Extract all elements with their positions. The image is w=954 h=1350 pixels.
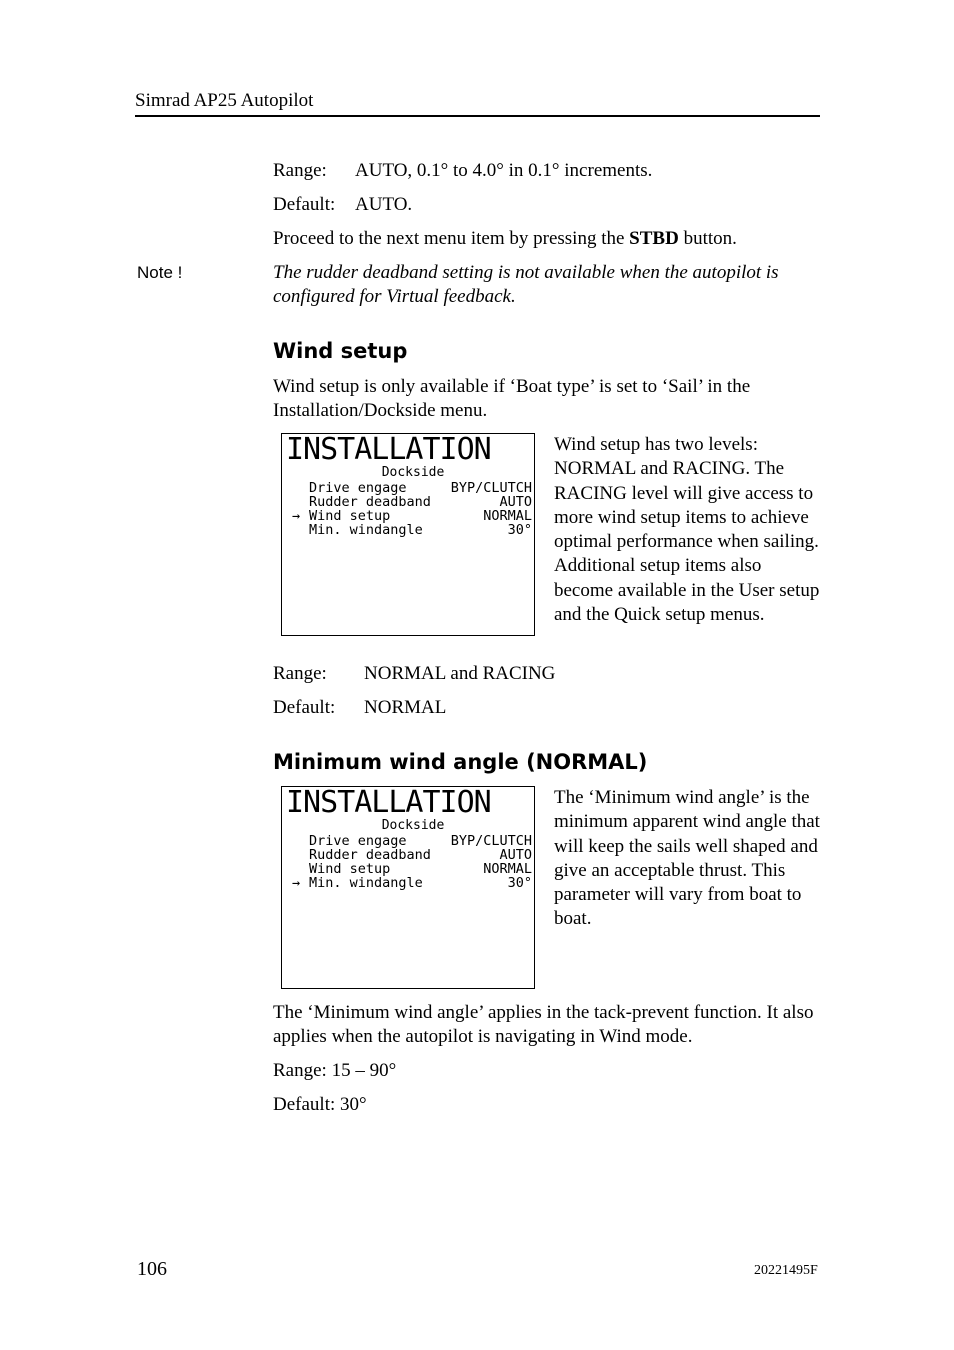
document-code: 20221495F (754, 1263, 818, 1278)
lcd-arrow: → (292, 875, 301, 891)
rudder-default-line (273, 193, 823, 217)
running-header: Simrad AP25 Autopilot (135, 90, 314, 111)
lcd-row (292, 509, 532, 523)
min-wind-angle-range: Range: 15 – 90° (273, 1060, 397, 1081)
lcd-row-value: 30° (507, 875, 532, 891)
lcd-row (292, 495, 532, 509)
lcd-row (292, 848, 532, 862)
lcd-row-label: Wind setup (309, 508, 391, 524)
lcd-arrow: → (292, 508, 301, 524)
lcd-row (292, 862, 532, 876)
lcd-row (292, 876, 532, 890)
wind-setup-side-text: Wind setup has two levels: NORMAL and RACING. The RACING level will give access to more wind setup items to achieve optimal performance when sailing. Additional setup items also become available in the User setup and the Quick setup menus. (554, 434, 820, 626)
min-wind-angle-side-text: The ‘Minimum wind angle’ is the minimum apparent wind angle that will keep the sails well shaped and give an acceptable thrust. This parameter will vary from boat to boat. (554, 787, 820, 930)
lcd-subtitle: Dockside (381, 465, 445, 480)
lcd-row-value: BYP/CLUTCH (450, 833, 532, 849)
lcd-row-label: Drive engage (309, 480, 407, 496)
lcd-row-label: Min. windangle (309, 875, 423, 891)
lcd-screen-min-windangle (281, 786, 535, 989)
rudder-default-value: AUTO. (355, 194, 413, 215)
lcd-row (292, 834, 532, 848)
lcd-row (292, 523, 532, 537)
wind-default-label: Default: (273, 697, 336, 718)
lcd-subtitle: Dockside (381, 818, 445, 833)
rudder-range-value: AUTO, 0.1° to 4.0° in 0.1° increments. (355, 160, 653, 181)
lcd-row-label: Min. windangle (309, 522, 423, 538)
lcd-screen-wind-setup (281, 433, 535, 636)
wind-range-line (273, 662, 823, 686)
note-text: The rudder deadband setting is not available when the autopilot is configured for Virtual feedback. (273, 262, 779, 307)
lcd-row-label: Drive engage (309, 833, 407, 849)
lcd-title: INSTALLATION (286, 785, 491, 820)
lcd-row-value: NORMAL (483, 508, 532, 524)
min-wind-angle-default: Default: 30° (273, 1094, 367, 1115)
proceed-text-before: Proceed to the next menu item by pressing the (273, 228, 630, 249)
wind-setup-intro: Wind setup is only available if ‘Boat type’ is set to ‘Sail’ in the Installation/Dockside menu. (273, 376, 751, 421)
lcd-row-value: 30° (507, 522, 532, 538)
rudder-default-label: Default: (273, 194, 336, 215)
note-label: Note ! (137, 263, 183, 282)
lcd-row-value: NORMAL (483, 861, 532, 877)
rudder-range-line (273, 159, 823, 183)
rudder-range-label: Range: (273, 160, 327, 181)
proceed-button-name: STBD (629, 228, 679, 249)
page-number: 106 (137, 1258, 167, 1280)
wind-range-value: NORMAL and RACING (364, 663, 556, 684)
wind-default-value: NORMAL (364, 697, 447, 718)
proceed-text-after: button. (678, 228, 737, 249)
lcd-row-value: AUTO (499, 494, 532, 510)
wind-range-label: Range: (273, 663, 327, 684)
wind-default-line (273, 696, 823, 720)
lcd-row-value: BYP/CLUTCH (450, 480, 532, 496)
proceed-instruction (273, 227, 823, 251)
min-wind-angle-heading: Minimum wind angle (NORMAL) (273, 750, 648, 774)
lcd-row (292, 481, 532, 495)
lcd-row-label: Rudder deadband (309, 847, 431, 863)
header-rule (135, 115, 820, 117)
lcd-title: INSTALLATION (286, 432, 491, 467)
lcd-row-label: Rudder deadband (309, 494, 431, 510)
min-wind-angle-body: The ‘Minimum wind angle’ applies in the tack-prevent function. It also applies when the autopilot is navigating in Wind mode. (273, 1002, 814, 1047)
lcd-row-label: Wind setup (309, 861, 391, 877)
lcd-row-value: AUTO (499, 847, 532, 863)
wind-setup-heading: Wind setup (273, 339, 408, 363)
